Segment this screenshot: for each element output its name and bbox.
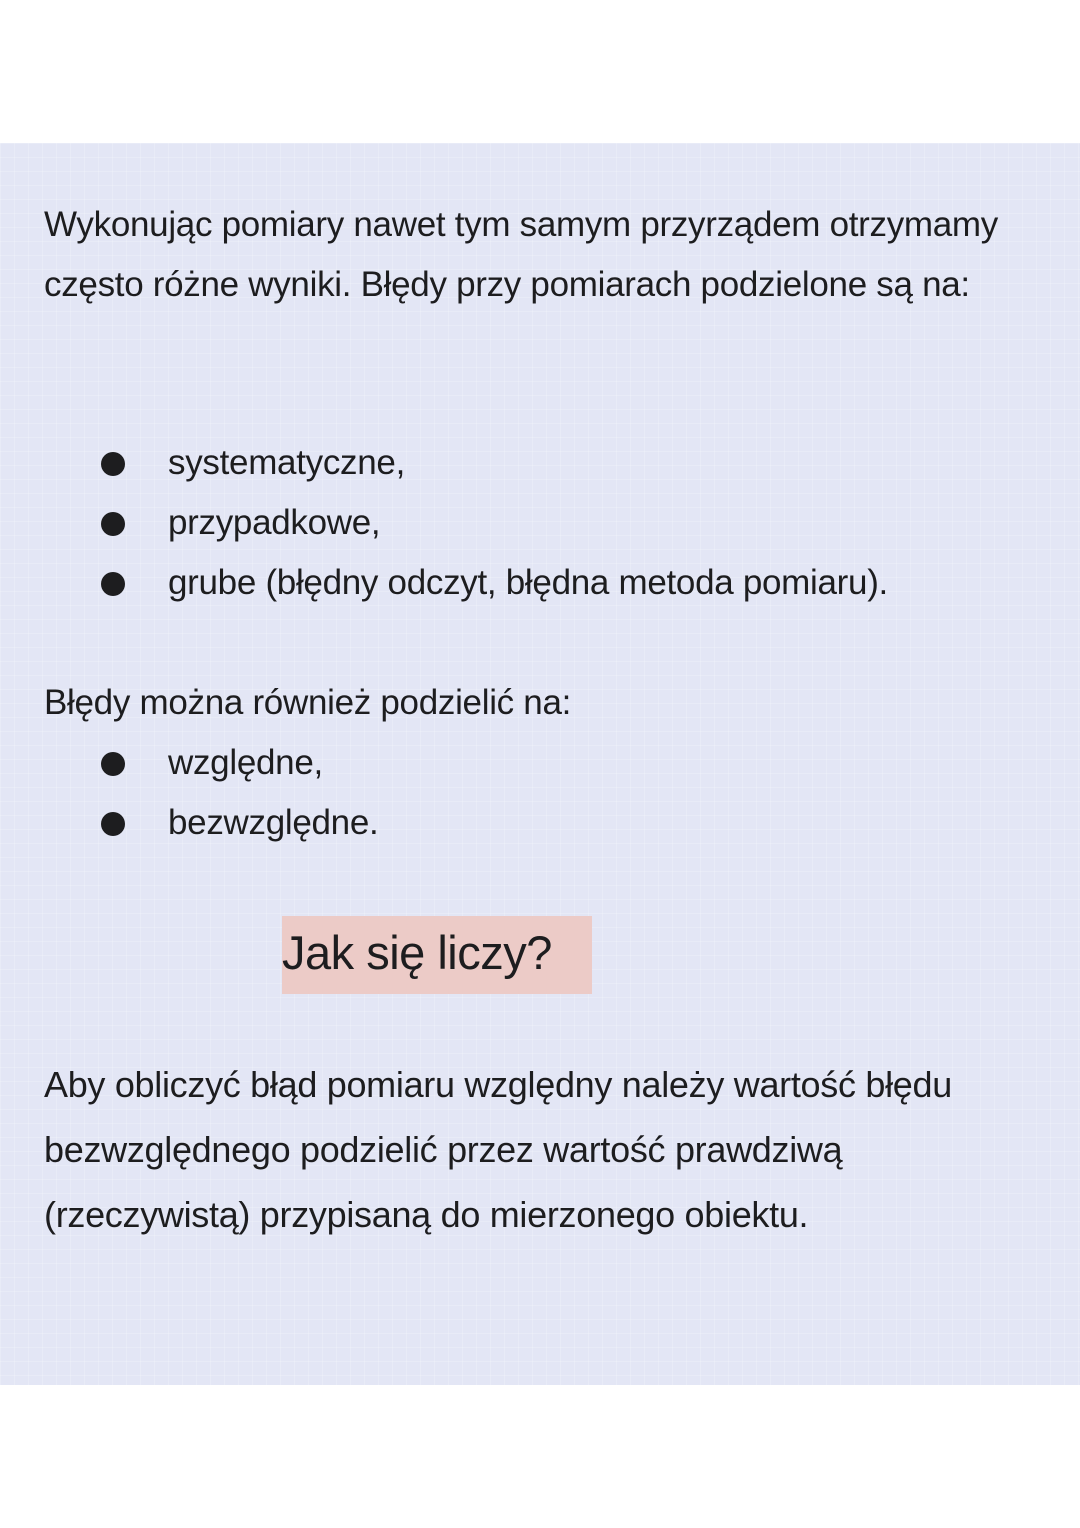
list-item-label: względne, <box>168 743 323 782</box>
content-panel <box>0 143 1080 1385</box>
explanation-paragraph: Aby obliczyć błąd pomiaru względny należy wartość błędu bezwzględnego podzielić przez wartość prawdziwą (rzeczywistą) przypisaną do mierzonego obiektu. <box>44 1064 952 1235</box>
list-item-label: bezwzględne. <box>168 803 379 842</box>
list-item <box>0 553 888 613</box>
list-item-label: przypadkowe, <box>168 503 381 542</box>
list-item-label: systematyczne, <box>168 443 405 482</box>
error-kinds-list <box>0 733 378 853</box>
intro-paragraph: Wykonując pomiary nawet tym samym przyrządem otrzymamy często różne wyniki. Błędy przy pomiarach podzielone są na: <box>44 205 998 304</box>
list-item <box>0 433 888 493</box>
list-item-label: grube (błędny odczyt, błędna metoda pomiaru). <box>168 563 888 602</box>
error-types-list <box>0 433 888 613</box>
second-intro-paragraph: Błędy można również podzielić na: <box>44 683 572 722</box>
list-item <box>0 733 378 793</box>
list-item <box>0 793 378 853</box>
bullet-icon <box>101 512 125 536</box>
bullet-icon <box>101 752 125 776</box>
bullet-icon <box>101 572 125 596</box>
section-heading-highlight <box>282 916 592 994</box>
list-item <box>0 493 888 553</box>
section-heading: Jak się liczy? <box>282 926 552 979</box>
bullet-icon <box>101 452 125 476</box>
bullet-icon <box>101 812 125 836</box>
